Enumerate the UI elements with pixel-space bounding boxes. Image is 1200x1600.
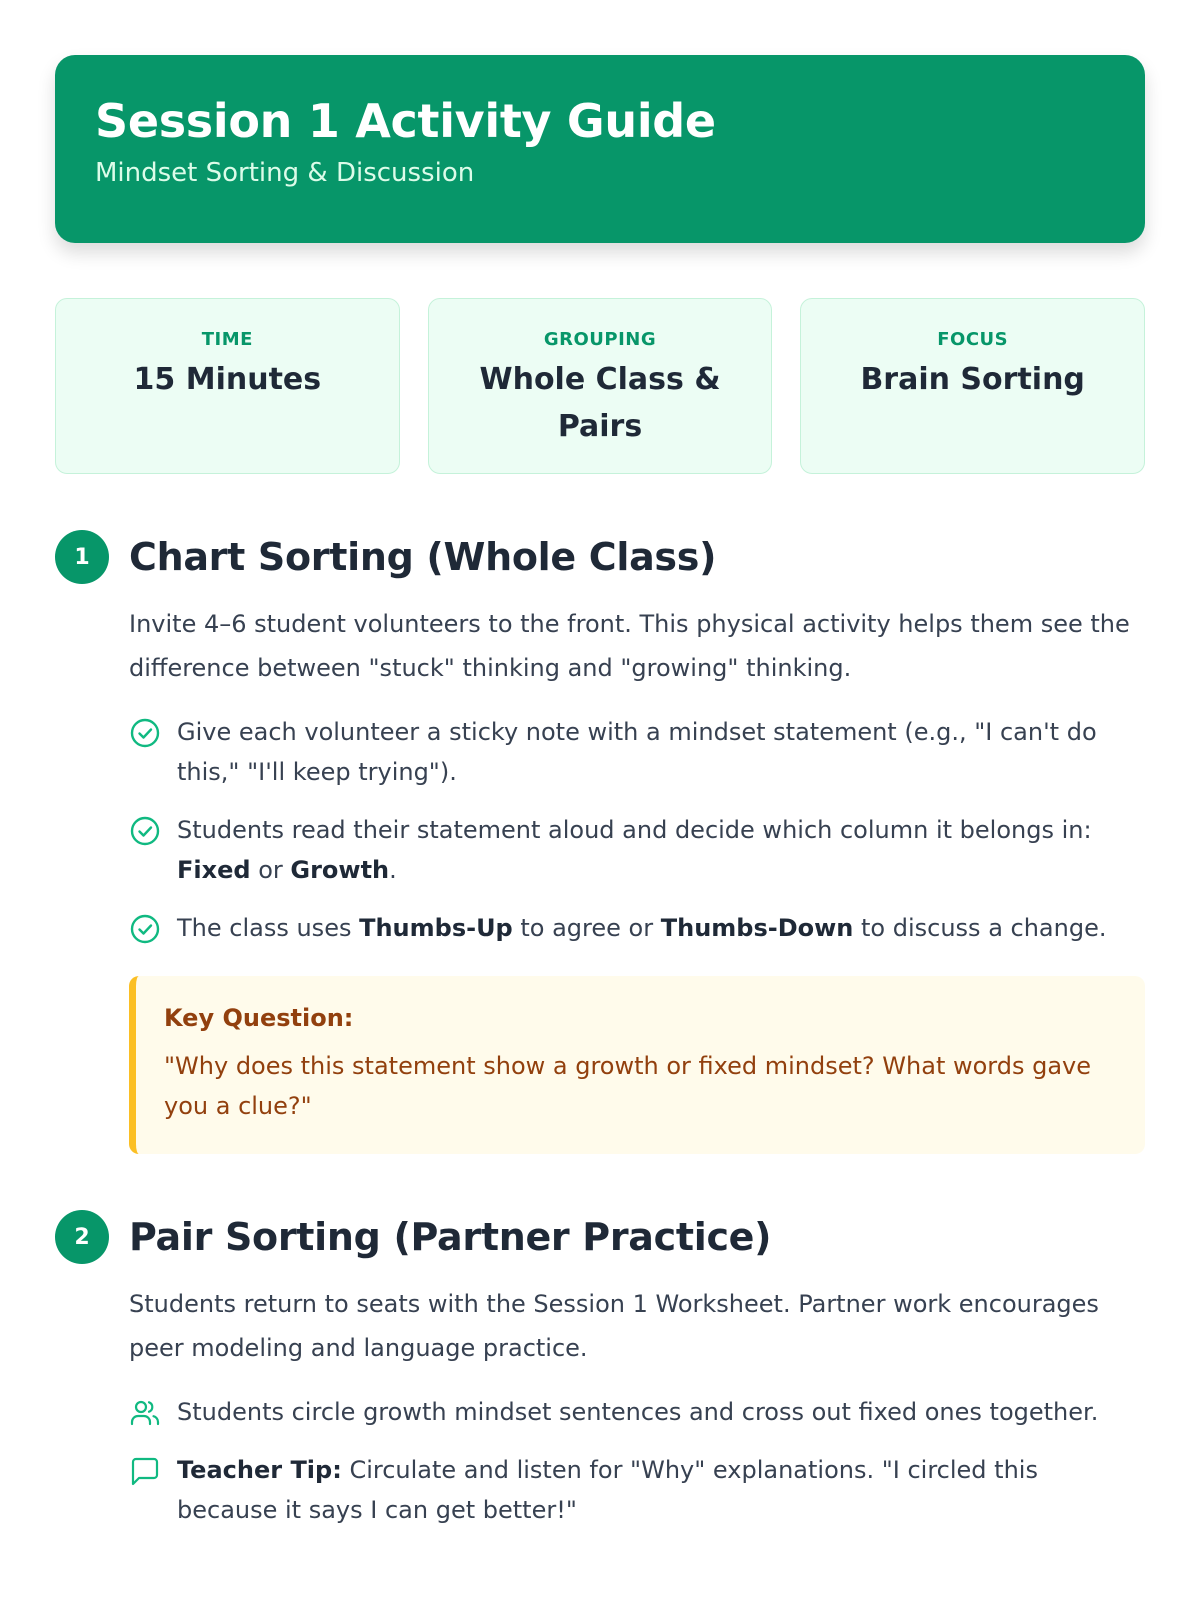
bold-term: Thumbs-Up	[359, 914, 513, 942]
check-circle-icon	[129, 913, 161, 945]
list-item-text: The class uses	[177, 914, 360, 942]
page-title: Session 1 Activity Guide	[95, 94, 716, 148]
info-cards-row	[55, 298, 1145, 474]
page-subtitle: Mindset Sorting & Discussion	[95, 158, 475, 188]
bold-term: Thumbs-Down	[660, 914, 854, 942]
key-question-callout	[129, 976, 1145, 1154]
list-item	[129, 1450, 1145, 1530]
list-item-text: Students read their statement aloud and decide which column it belongs in:	[177, 816, 1092, 844]
users-icon	[129, 1397, 161, 1429]
header-banner	[55, 55, 1145, 243]
info-card-value: Brain Sorting	[860, 362, 1085, 397]
section-pair-sorting	[55, 1206, 1145, 1530]
bold-term: Growth	[290, 856, 390, 884]
list-item-text: to discuss a change.	[853, 914, 1107, 942]
callout-title: Key Question:	[164, 1004, 354, 1032]
bold-term: Teacher Tip:	[177, 1456, 342, 1484]
bullet-list	[129, 712, 1145, 948]
list-item-text: to agree or	[512, 914, 661, 942]
info-card-label: FOCUS	[937, 329, 1009, 350]
info-card-value: 15 Minutes	[133, 362, 322, 397]
list-item	[129, 810, 1145, 890]
info-card-value: Whole Class & Pairs	[479, 362, 721, 444]
list-item	[129, 1392, 1145, 1432]
info-card-label: TIME	[201, 329, 253, 350]
list-item	[129, 908, 1145, 948]
list-item-text: Circulate and listen for "Why" explanations. "I circled this because it says I can get better!"	[177, 1456, 1038, 1524]
section-chart-sorting	[55, 526, 1145, 1154]
list-item-text: Give each volunteer a sticky note with a mindset statement (e.g., "I can't do this," "I'll keep trying").	[177, 718, 1097, 786]
check-circle-icon	[129, 815, 161, 847]
section-title: Chart Sorting (Whole Class)	[129, 535, 717, 579]
info-card-focus	[800, 298, 1145, 474]
step-number-badge: 2	[55, 1210, 109, 1264]
message-square-icon	[129, 1455, 161, 1487]
section-intro: Invite 4–6 student volunteers to the front. This physical activity helps them see the difference between "stuck" thinking and "growing" thinking.	[129, 610, 1130, 682]
section-intro: Students return to seats with the Session 1 Worksheet. Partner work encourages peer modeling and language practice.	[129, 1290, 1099, 1362]
info-card-time	[55, 298, 400, 474]
info-card-grouping	[428, 298, 773, 474]
check-circle-icon	[129, 717, 161, 749]
list-item-text: Students circle growth mindset sentences and cross out fixed ones together.	[177, 1398, 1099, 1426]
list-item-text: or	[250, 856, 291, 884]
bullet-list	[129, 1392, 1145, 1530]
list-item	[129, 712, 1145, 792]
bold-term: Fixed	[177, 856, 251, 884]
section-title: Pair Sorting (Partner Practice)	[129, 1215, 772, 1259]
callout-text: "Why does this statement show a growth or fixed mindset? What words gave you a clue?"	[164, 1052, 1092, 1120]
info-card-label: GROUPING	[543, 329, 657, 350]
list-item-text: .	[389, 856, 397, 884]
step-number-badge: 1	[55, 530, 109, 584]
